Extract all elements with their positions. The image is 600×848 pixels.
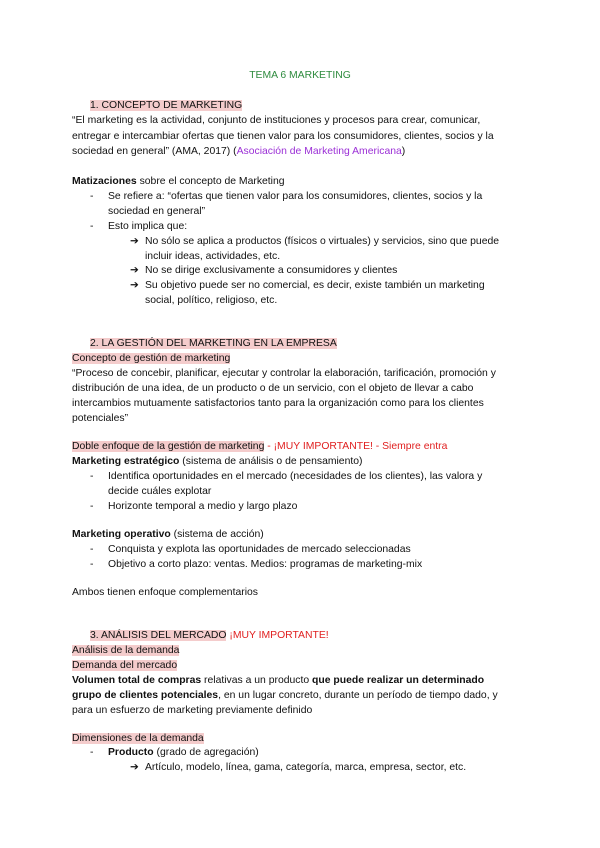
bullet-dash: - — [90, 747, 94, 758]
bullet-dash: - — [90, 191, 94, 202]
s1-bullet-2: Esto implica que: — [108, 221, 188, 232]
bullet-dash: - — [90, 471, 94, 482]
s1-bullet-1-line-2: sociedad en general” — [108, 206, 206, 217]
s1-arrow-1-line-2: incluir ideas, actividades, etc. — [145, 251, 281, 262]
s3-def-bold-1: Volumen total de compras — [72, 675, 202, 686]
s1-quote-line-2: entregar e intercambiar ofertas que tienen valor para los consumidores, clientes, socios y la — [72, 131, 494, 142]
s2-est-bullet-2: Horizonte temporal a medio y largo plazo — [108, 501, 298, 512]
s2-subheading-2-text: Doble enfoque de la gestión de marketing — [72, 441, 265, 452]
arrow-bullet-icon: ➔ — [130, 762, 139, 773]
section-2-heading-text: 2. LA GESTIÓN DEL MARKETING EN LA EMPRESA — [90, 338, 337, 349]
arrow-bullet-icon: ➔ — [130, 265, 139, 276]
s1-arrow-3-line-1: Su objetivo puede ser no comercial, es decir, existe también un marketing — [145, 280, 485, 291]
s2-para-line-2: distribución de una idea, de un producto o de un servicio, con el objeto de llevar a cabo — [72, 383, 474, 394]
bullet-dash: - — [90, 544, 94, 555]
s2-para-line-4: potenciales” — [72, 413, 129, 424]
s3-def-bold-2: que puede realizar un determinado — [312, 675, 485, 686]
s2-subheading-1 — [72, 352, 230, 366]
marketing-estrategico-label: Marketing estratégico — [72, 456, 180, 467]
s3-subheading-2 — [72, 659, 177, 673]
marketing-estrategico-line — [72, 455, 363, 469]
section-3-heading — [90, 629, 329, 643]
s3-subheading-1 — [72, 644, 179, 658]
s2-est-bullet-1-line-1: Identifica oportunidades en el mercado (necesidades de los clientes), las valora y — [108, 471, 483, 482]
important-note: - ¡MUY IMPORTANTE! - Siempre entra — [264, 441, 448, 452]
s3-def-bold-3: grupo de clientes potenciales — [72, 690, 219, 701]
bullet-dash: - — [90, 559, 94, 570]
document-title: TEMA 6 MARKETING — [249, 70, 351, 81]
s1-quote-line-3-text: sociedad en general” (AMA, 2017) ( — [72, 146, 237, 157]
s3-def-line-2 — [72, 689, 498, 703]
s3-def-line-3: para un esfuerzo de marketing previamente definido — [72, 705, 313, 716]
s1-quote-line-3-close: ) — [401, 146, 406, 157]
s2-est-bullet-1-line-2: decide cuáles explotar — [108, 486, 212, 497]
s1-arrow-1-line-1: No sólo se aplica a productos (físicos o virtuales) y servicios, sino que puede — [145, 236, 500, 247]
marketing-operativo-line — [72, 528, 264, 542]
s2-op-bullet-1: Conquista y explota las oportunidades de mercado seleccionadas — [108, 544, 411, 555]
s1-bullet-1-line-1: Se refiere a: “ofertas que tienen valor para los consumidores, clientes, socios y la — [108, 191, 483, 202]
s3-subheading-1-text: Análisis de la demanda — [72, 645, 180, 656]
arrow-bullet-icon: ➔ — [130, 236, 139, 247]
s2-para-line-1: “Proceso de concebir, planificar, ejecutar y controlar la elaboración, tarificación, promoción y — [72, 368, 496, 379]
s3-def-line-2-text: , en un lugar concreto, durante un período de tiempo dado, y — [218, 690, 498, 701]
marketing-operativo-label: Marketing operativo — [72, 529, 171, 540]
bullet-dash: - — [90, 501, 94, 512]
s1-quote-line-1: “El marketing es la actividad, conjunto de instituciones y procesos para crear, comunicar, — [72, 115, 481, 126]
s3-def-mid: relativas a un producto — [201, 675, 313, 686]
s1-arrow-2: No se dirige exclusivamente a consumidores y clientes — [145, 265, 398, 276]
matizaciones-line — [72, 175, 285, 189]
section-3-heading-text: 3. ANÁLISIS DEL MERCADO — [90, 630, 227, 641]
marketing-estrategico-text: (sistema de análisis o de pensamiento) — [179, 456, 363, 467]
producto-label: Producto — [108, 747, 154, 758]
s3-subheading-2-text: Demanda del mercado — [72, 660, 178, 671]
matizaciones-label: Matizaciones — [72, 176, 137, 187]
section-1-heading-text: 1. CONCEPTO DE MARKETING — [90, 100, 243, 111]
s1-quote-line-3 — [72, 145, 405, 159]
arrow-bullet-icon: ➔ — [130, 280, 139, 291]
producto-arrow-line: Artículo, modelo, línea, gama, categoría, marca, empresa, sector, etc. — [145, 762, 467, 773]
s2-ambos-line: Ambos tienen enfoque complementarios — [72, 587, 258, 598]
s2-subheading-1-text: Concepto de gestión de marketing — [72, 353, 231, 364]
bullet-dash: - — [90, 221, 94, 232]
matizaciones-text: sobre el concepto de Marketing — [136, 176, 285, 187]
s1-arrow-3-line-2: social, político, religioso, etc. — [145, 295, 278, 306]
s2-para-line-3: intercambios mutuamente satisfactorios tanto para la organización como para los clientes — [72, 398, 484, 409]
section-1-heading — [90, 99, 242, 113]
section-3-important: ¡MUY IMPORTANTE! — [226, 630, 329, 641]
s3-def-line-1 — [72, 674, 484, 688]
s2-op-bullet-2: Objetivo a corto plazo: ventas. Medios: programas de marketing-mix — [108, 559, 423, 570]
s2-subheading-2 — [72, 440, 447, 454]
marketing-operativo-text: (sistema de acción) — [170, 529, 264, 540]
producto-text: (grado de agregación) — [153, 747, 259, 758]
ama-link[interactable]: Asociación de Marketing Americana — [236, 146, 402, 157]
producto-line — [108, 746, 259, 760]
s3-subheading-3-text: Dimensiones de la demanda — [72, 733, 204, 744]
s3-subheading-3 — [72, 732, 204, 746]
section-2-heading — [90, 337, 337, 351]
